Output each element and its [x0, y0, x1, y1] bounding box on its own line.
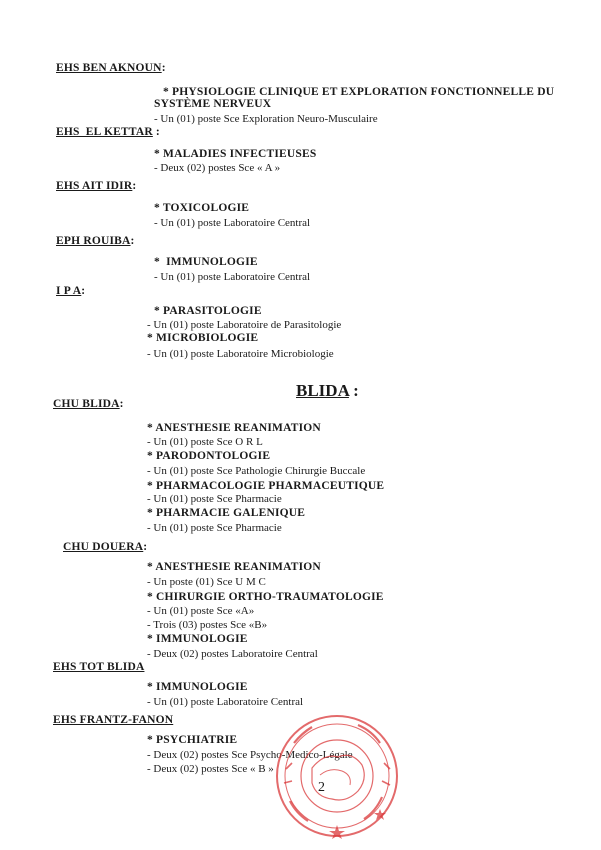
specialty-title: * IMMUNOLOGIE [147, 681, 248, 693]
post-item: - Trois (03) postes Sce «B» [147, 619, 268, 631]
post-item: - Un (01) poste Sce Pharmacie [147, 493, 282, 505]
post-item: - Un (01) poste Sce Pharmacie [147, 522, 282, 534]
post-item: - Un (01) poste Laboratoire de Parasitologie [147, 319, 342, 331]
post-item: - Un (01) poste Laboratoire Microbiologie [147, 348, 334, 360]
specialty-title: * MALADIES INFECTIEUSES [154, 148, 317, 160]
post-item: - Un poste (01) Sce U M C [147, 576, 266, 588]
official-seal-icon [272, 713, 402, 839]
post-item: - Un (01) poste Sce Pathologie Chirurgie Buccale [147, 465, 366, 477]
post-item: - Un (01) poste Laboratoire Central [154, 271, 311, 283]
specialty-title: * TOXICOLOGIE [154, 202, 250, 214]
specialty-title: * CHIRURGIE ORTHO-TRAUMATOLOGIE [147, 591, 384, 603]
specialty-title: * PARASITOLOGIE [154, 305, 262, 317]
post-item: - Un (01) poste Laboratoire Central [154, 217, 311, 229]
establishment-heading: EHS FRANTZ-FANON [53, 714, 174, 726]
specialty-title: * PHYSIOLOGIE CLINIQUE ET EXPLORATION FONCTIONNELLE DU [163, 86, 555, 98]
post-item: - Un (01) poste Sce «A» [147, 605, 255, 617]
post-item: - Un (01) poste Sce O R L [147, 436, 263, 448]
specialty-title: * ANESTHESIE REANIMATION [147, 561, 321, 573]
establishment-heading: EHS EL KETTAR : [56, 126, 160, 138]
post-item: - Un (01) poste Laboratoire Central [147, 696, 304, 708]
specialty-title: * PHARMACOLOGIE PHARMACEUTIQUE [147, 480, 385, 492]
establishment-heading: EHS AIT IDIR: [56, 180, 137, 192]
specialty-title: * MICROBIOLOGIE [147, 332, 259, 344]
page-number: 2 [318, 780, 325, 795]
specialty-title-continued: SYSTÈME NERVEUX [154, 98, 272, 110]
post-item: - Deux (02) postes Sce Psycho-Medico-Légale [147, 749, 353, 761]
specialty-title: * PHARMACIE GALENIQUE [147, 507, 306, 519]
establishment-heading: CHU BLIDA: [53, 398, 124, 410]
specialty-title: * IMMUNOLOGIE [154, 256, 258, 268]
post-item: - Un (01) poste Sce Exploration Neuro-Musculaire [154, 113, 378, 125]
establishment-heading: EPH ROUIBA: [56, 235, 135, 247]
specialty-title: * PSYCHIATRIE [147, 734, 238, 746]
post-item: - Deux (02) postes Laboratoire Central [147, 648, 318, 660]
specialty-title: * IMMUNOLOGIE [147, 633, 248, 645]
establishment-heading: CHU DOUERA: [63, 541, 148, 553]
post-item: - Deux (02) postes Sce « A » [154, 162, 281, 174]
specialty-title: * ANESTHESIE REANIMATION [147, 422, 321, 434]
establishment-heading: EHS TOT BLIDA [53, 661, 145, 673]
specialty-title: * PARODONTOLOGIE [147, 450, 271, 462]
region-heading: BLIDA : [296, 381, 359, 400]
establishment-heading: EHS BEN AKNOUN: [56, 62, 166, 74]
post-item: - Deux (02) postes Sce « B » [147, 763, 274, 775]
establishment-heading: I P A: [56, 285, 86, 297]
